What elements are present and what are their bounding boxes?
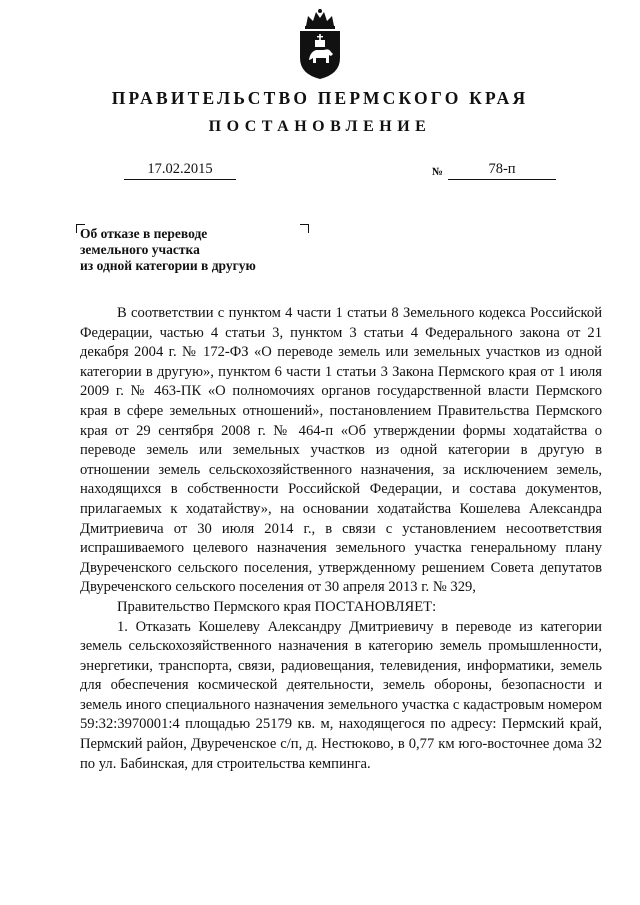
- document-number-field: [448, 160, 556, 180]
- decree-statement: Правительство Пермского края ПОСТАНОВЛЯЕТ:: [117, 598, 437, 615]
- subject-line: земельного участка: [80, 242, 200, 257]
- document-date: 17.02.2015: [147, 161, 213, 177]
- document-number: 78-п: [488, 161, 516, 177]
- document-subject: [80, 226, 310, 274]
- document-type-title: ПОСТАНОВЛЕНИЕ: [208, 118, 432, 135]
- decree-item-1: 1. Отказать Кошелеву Александру Дмитриевичу в переводе из категории земель сельскохозяйственного назначения в категорию земель промышленности, энергетики, транспорта, связи, радиовещания, телевидения, информатики, земель для обеспечения космической деятельности, земель обороны, безопасности и земель иного специального назначения земельного участка с кадастровым номером 59:32:3970001:4 площадью 25179 кв. м, находящегося по адресу: Пермский край, Пермский район, Двуреченское с/п, д. Нестюково, в 0,77 км юго-восточнее дома 32 по ул. Бабинская, для строительства кемпинга.: [80, 618, 602, 772]
- number-underline: [448, 179, 556, 180]
- document-date-field: [124, 160, 236, 180]
- subject-line: из одной категории в другую: [80, 258, 256, 273]
- subject-line: Об отказе в переводе: [80, 226, 208, 241]
- perm-krai-coat-of-arms-icon: [296, 8, 344, 80]
- organization-title: ПРАВИТЕЛЬСТВО ПЕРМСКОГО КРАЯ: [111, 88, 529, 108]
- document-body: [80, 304, 602, 774]
- date-underline: [124, 179, 236, 180]
- preamble-paragraph: В соответствии с пунктом 4 части 1 статьи 8 Земельного кодекса Российской Федерации, частью 4 статьи 3, пунктом 3 статьи 4 Федерального закона от 21 декабря 2004 г. № 172-ФЗ «О переводе земель или земельных участков из одной категории в другую», пунктом 6 части 1 статьи 3 Закона Пермского края от 1 июля 2009 г. № 463-ПК «О полномочиях органов государственной власти Пермского края в сфере земельных отношений», постановлением Правительства Пермского края от 29 сентября 2008 г. № 464-п «Об утверждении формы ходатайства о переводе земель или земельных участков из одной категории в другую в отношении земель сельскохозяйственного назначения, за исключением земель, находящихся в собственности Российской Федерации, и состава документов, прилагаемых к ходатайству», на основании ходатайства Кошелева Александра Дмитриевича от 30 июля 2014 г., в связи с установлением несоответствия испрашиваемого целевого назначения земельного участка генеральному плану Двуреченского сельского поселения, утвержденному решением Совета депутатов Двуреченского сельского поселения от 30 апреля 2013 г. № 329,: [80, 305, 602, 596]
- number-sign: №: [432, 166, 444, 178]
